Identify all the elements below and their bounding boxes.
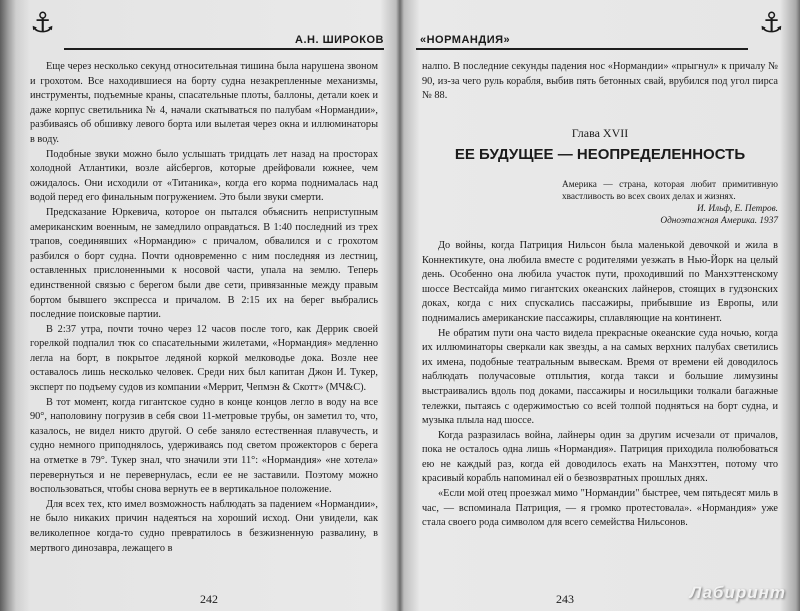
epigraph-text: Америка — страна, которая любит примитивную хвастливость во всех своих делах и жизнях.	[562, 179, 778, 202]
chapter-title: ЕЕ БУДУЩЕЕ — НЕОПРЕДЕЛЕННОСТЬ	[454, 146, 746, 164]
page-number-right: 243	[556, 592, 574, 606]
labirint-watermark: Лабиринт	[689, 583, 786, 602]
running-head-right: «НОРМАНДИЯ»	[420, 34, 511, 46]
running-head-left: А.Н. ШИРОКОВ	[295, 34, 384, 46]
header-rule	[416, 48, 748, 50]
paragraph: В 2:37 утра, почти точно через 12 часов после того, как Деррик своей горелкой подпалил тюк со спасательными жилетами, «Нормандия» медленно легла на борт, в покрытое ледяной коркой мелководье дока. Возле нее оставалось лишь несколько человек. Среди них был капитан Джон И. Тукер, эксперт по подъему судов из компании «Меррит, Чепмэн & Скотт» (МЧ&С).	[30, 323, 378, 394]
paragraph: Не обратим пути она часто видела прекрасные океанские суда ночью, когда их иллюминаторы сверкали как звезды, а на самых верхних палубах светились их имена, подобные театральным вывескам. Время от времени ей доводилось наблюдать получасовые отплытия, когда такси и большие лимузины выстраивались вдоль под доками, пассажиры и носильщики толкали багажные тележки, пытаясь с одержимостью со всей толпой подняться на борт судна, и музыка плыла над шоссе.	[422, 327, 778, 427]
right-body-text	[422, 60, 778, 531]
epigraph-author: И. Ильф, Е. Петров.	[696, 203, 778, 214]
left-body-text	[30, 60, 378, 556]
paragraph: Когда разразилась война, лайнеры один за другим исчезали от причалов, пока не осталось одна лишь «Нормандия». Патриция приходила полюбоваться ею не каждый раз, когда ей доводилось ехать на Манхэттен, потому что красивый корабль напоминал ей о безвозвратных прошлых днях.	[422, 429, 778, 485]
anchor-icon: ⚓	[758, 6, 784, 39]
paragraph: Предсказание Юркевича, которое он пытался объяснить неприступным американским военным, не замедлило оправдаться. В 1:40 последний из трех трапов, соединявших «Нормандию» с причалом, обвалился и с грохотом разбился о борт судна. Почти одновременно с ним последняя из лестниц, оставленных прислоненными к носовой части, упала на землю. Теперь единственной связью с берегом были две сети, привязанные между правым бортом бывшего экспресса и причалом. В 2:15 их на берег выбрались последние поисковые партии.	[30, 206, 378, 321]
chapter-label: Глава XVII	[571, 125, 629, 140]
paragraph: «Если мой отец проезжал мимо "Нормандии" быстрее, чем пятьдесят миль в час, — вспоминала Патриция, — я громко протестовала». «Нормандия» уже стала своего рода символом для всего семейства Нильсонов.	[422, 488, 778, 529]
left-page	[24, 0, 384, 611]
paragraph: Еще через несколько секунд относительная тишина была нарушена звоном и грохотом. Все находившиеся на борту судна незакрепленные механизмы, инструменты, подъемные краны, спасательные плоты, баллоны, детали коек и даже корпус светильника № 4, начали скатываться по палубам «Нормандии», разбиваясь об обшивку левого борта или вылетая через окна и иллюминаторы в воду.	[30, 61, 378, 145]
right-page	[416, 0, 788, 611]
epigraph-source: Одноэтажная Америка. 1937	[660, 215, 778, 226]
header-rule	[64, 48, 384, 50]
paragraph: До войны, когда Патриция Нильсон была маленькой девочкой и жила в Коннектикуте, она любила вместе с родителями уезжать в Нью-Йорк на целый день. Особенно она любила участок пути, проходивший по Манхэттенскому шоссе Вестсайда мимо гигантских океанских лайнеров, стоящих в гудзонских доках, когда с них спускались пассажиры, прибывшие из Европы, или поднимались американские пассажиры, сплавляющие на континент.	[422, 239, 778, 324]
anchor-icon: ⚓	[30, 6, 56, 39]
paragraph: Для всех тех, кто имел возможность наблюдать за падением «Нормандии», не было никаких причин надеяться на хороший исход. Они увидели, как великолепное когда-то судно превратилось в безжизненную развалину, в мертвого динозавра, лежащего в	[30, 498, 378, 554]
paragraph: Подобные звуки можно было услышать тридцать лет назад на просторах холодной Атлантики, возле айсбергов, которые дрейфовали южнее, чем ожидалось. Они исходили от «Титаника», когда его корма поднималась над водой перед его финальным погружением. Это были звуки смерти.	[30, 148, 378, 204]
page-number-left: 242	[200, 592, 218, 606]
paragraph: В тот момент, когда гигантское судно в конце концов легло в воду на все 90°, наполовину погрузив в себя свои 11-метровые трубы, он заметил то, что, казалось, не видел никто другой. О себе заняло естественная плавучесть, и судно немного приподнялось, удерживаясь под светом прожекторов с берега на отметке в 79°. Тукер знал, что значили эти 11°: «Нормандия» «не хотела» перевернуться и не перевернулась, если ее не заставили. Поэтому можно воспользоваться, чтобы снова вернуть ее в вертикальное положение.	[30, 396, 378, 496]
lead-paragraph: налпо. В последние секунды падения нос «Нормандии» «прыгнул» к причалу № 90, из-за чего руль корабля, выбив пять бетонных свай, врубился под угол пирса № 88.	[422, 61, 778, 102]
